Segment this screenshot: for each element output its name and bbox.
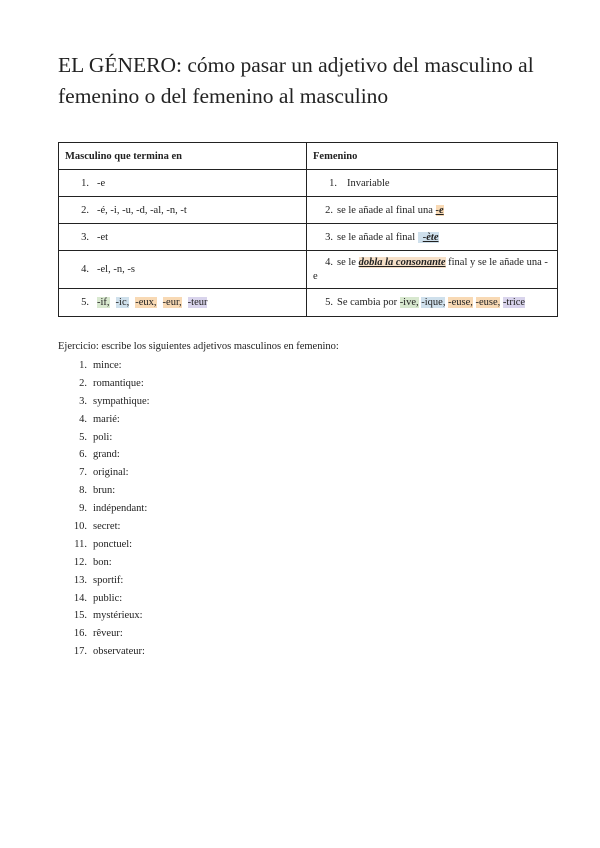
item-word: marié:	[93, 413, 120, 425]
gender-rules-table	[58, 142, 558, 317]
row-number: 1.	[81, 177, 89, 189]
item-number: 4.	[79, 413, 87, 425]
list-item	[58, 500, 150, 518]
row-number: 4.	[325, 256, 333, 268]
list-item	[58, 590, 150, 608]
list-item	[58, 554, 150, 572]
item-word: bon:	[93, 556, 112, 568]
feminine-suffix: -e	[435, 204, 444, 216]
item-word: ponctuel:	[93, 538, 133, 550]
masculine-cell	[59, 289, 307, 317]
list-item	[58, 518, 150, 536]
list-item	[58, 572, 150, 590]
list-item	[58, 464, 150, 482]
item-word: poli:	[93, 431, 113, 443]
list-item	[58, 607, 150, 625]
item-word: observateur:	[93, 646, 145, 658]
table-row	[59, 197, 558, 224]
page-title: EL GÉNERO: cómo pasar un adjetivo del masculino al femenino o del femenino al masculino	[58, 53, 534, 108]
masculine-suffix: -eur,	[162, 297, 182, 308]
list-item	[58, 643, 150, 661]
row-number: 3.	[81, 231, 89, 243]
table-row	[59, 251, 558, 289]
item-number: 11.	[74, 538, 87, 550]
table-row	[59, 170, 558, 197]
item-number: 10.	[73, 521, 87, 533]
feminine-suffix: -euse,	[448, 297, 473, 308]
feminine-suffix: -euse,	[475, 297, 501, 308]
item-word: mince:	[93, 360, 122, 371]
row-number: 3.	[325, 231, 333, 243]
masculine-cell	[59, 197, 307, 224]
list-item	[58, 429, 150, 447]
feminine-suffix: -ique,	[421, 297, 446, 308]
row-number: 5.	[325, 297, 333, 308]
feminine-emphasis: dobla la consonante	[358, 256, 446, 268]
item-word: original:	[93, 467, 129, 479]
feminine-suffix: -trice	[502, 297, 526, 308]
item-word: brun:	[93, 485, 116, 497]
row-number: 5.	[81, 297, 89, 308]
item-word: sportif:	[93, 574, 124, 586]
feminine-suffix: -ète	[418, 232, 439, 243]
table-row	[59, 289, 558, 317]
masculine-suffix: -if,	[97, 297, 110, 308]
item-word: secret:	[93, 521, 121, 533]
feminine-rule: Invariable	[347, 177, 390, 189]
feminine-cell	[307, 251, 558, 289]
row-number: 2.	[81, 204, 89, 216]
header-feminine: Femenino	[307, 143, 558, 170]
item-word: rêveur:	[93, 628, 123, 640]
item-word: indépendant:	[93, 503, 148, 515]
masculine-cell	[59, 224, 307, 251]
masculine-ending: -e	[97, 177, 106, 189]
row-number: 4.	[81, 264, 89, 275]
item-number: 6.	[79, 449, 87, 461]
item-number: 1.	[79, 360, 87, 371]
masculine-suffix: -teur	[187, 297, 208, 308]
list-item	[58, 411, 150, 429]
row-number: 1.	[329, 177, 337, 189]
list-item	[58, 446, 150, 464]
masculine-cell	[59, 170, 307, 197]
feminine-cell	[307, 289, 558, 317]
item-number: 8.	[79, 485, 87, 497]
item-number: 7.	[79, 467, 87, 479]
list-item	[58, 375, 150, 393]
list-item	[58, 393, 150, 411]
feminine-cell	[307, 170, 558, 197]
item-number: 5.	[79, 431, 87, 443]
row-number: 2.	[325, 204, 333, 216]
item-number: 2.	[79, 377, 87, 389]
feminine-rule: Se cambia por	[337, 297, 400, 308]
item-word: grand:	[93, 449, 120, 461]
feminine-suffix: -ive,	[399, 297, 419, 308]
header-masculine: Masculino que termina en	[59, 143, 307, 170]
item-word: public:	[93, 592, 123, 604]
feminine-cell	[307, 197, 558, 224]
masculine-suffix: -ic,	[115, 297, 130, 308]
item-word: sympathique:	[93, 395, 150, 407]
item-number: 9.	[79, 503, 87, 515]
masculine-ending: -et	[97, 231, 109, 243]
feminine-rule: se le añade al final	[337, 231, 418, 243]
masculine-cell	[59, 251, 307, 289]
feminine-rule-post: final y se le añade una -e	[313, 256, 548, 282]
table-header-row	[59, 143, 558, 170]
table-row	[59, 224, 558, 251]
exercise-intro: Ejercicio: escribe los siguientes adjetivos masculinos en femenino:	[58, 341, 339, 352]
masculine-ending: -el, -n, -s	[97, 264, 135, 275]
item-word: romantique:	[93, 377, 144, 389]
item-number: 16.	[73, 628, 87, 640]
exercise-list	[58, 357, 150, 661]
list-item	[58, 625, 150, 643]
item-number: 13.	[73, 574, 87, 586]
list-item	[58, 357, 150, 375]
list-item	[58, 482, 150, 500]
item-word: mystérieux:	[93, 610, 143, 622]
item-number: 17.	[73, 646, 87, 658]
item-number: 15.	[73, 610, 87, 622]
feminine-rule: se le añade al final una	[337, 204, 436, 216]
masculine-ending: -é, -i, -u, -d, -al, -n, -t	[97, 204, 187, 216]
item-number: 14.	[73, 592, 87, 604]
item-number: 3.	[79, 395, 87, 407]
list-item	[58, 536, 150, 554]
item-number: 12.	[73, 556, 87, 568]
feminine-rule-pre: se le	[337, 256, 359, 268]
feminine-cell	[307, 224, 558, 251]
masculine-suffix: -eux,	[135, 297, 157, 308]
